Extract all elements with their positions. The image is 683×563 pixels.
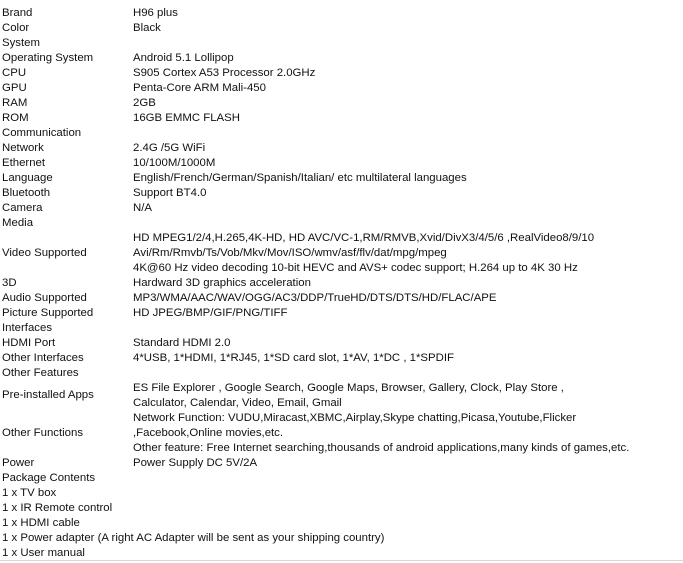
spec-value-line: Calculator, Calendar, Video, Email, Gmail [133,397,342,409]
spec-label: CPU [2,67,27,79]
package-item: 1 x IR Remote control [2,502,113,514]
package-item: 1 x HDMI cable [2,517,80,529]
package-item: 1 x Power adapter (A right AC Adapter will be sent as your shipping country) [2,532,385,544]
spec-label: Bluetooth [2,187,51,199]
bottom-divider [0,560,683,561]
spec-label: Camera [2,202,43,214]
spec-value: English/French/German/Spanish/Italian/ etc multilateral languages [133,172,467,184]
spec-row-audio [0,291,683,306]
spec-label: Picture Supported [2,307,94,319]
spec-label: Network [2,142,44,154]
spec-label: Language [2,172,53,184]
spec-value-line: Network Function: VUDU,Miracast,XBMC,Airplay,Skype chatting,Picasa,Youtube,Flicker [133,412,577,424]
spec-value-line: ES File Explorer , Google Search, Google Maps, Browser, Gallery, Clock, Play Store , [133,382,564,394]
spec-label: HDMI Port [2,337,56,349]
package-item: 1 x User manual [2,547,85,559]
spec-label: Power [2,457,35,469]
section-label: Other Features [2,367,79,379]
spec-label: RAM [2,97,28,109]
spec-value: Standard HDMI 2.0 [133,337,231,349]
section-heading-media [0,216,683,231]
spec-row-power [0,456,683,471]
spec-value-line: ,Facebook,Online movies,etc. [133,427,284,439]
spec-label: Pre-installed Apps [2,389,94,401]
spec-value-line: 4K@60 Hz video decoding 10-bit HEVC and AVS+ codec support; H.264 up to 4K 30 Hz [133,262,578,274]
spec-value: 16GB EMMC FLASH [133,112,240,124]
spec-row-brand [0,6,683,21]
spec-row-os [0,51,683,66]
spec-value: 10/100M/1000M [133,157,216,169]
section-label: Interfaces [2,322,53,334]
section-heading-communication [0,126,683,141]
spec-row-cpu [0,66,683,81]
spec-label: Operating System [2,52,94,64]
spec-row-picture [0,306,683,321]
spec-row-bluetooth [0,186,683,201]
section-heading-interfaces [0,321,683,336]
spec-row-gpu [0,81,683,96]
spec-value: 2.4G /5G WiFi [133,142,206,154]
spec-value: Android 5.1 Lollipop [133,52,234,64]
spec-label: Color [2,22,30,34]
spec-value-line: Avi/Rm/Rmvb/Ts/Vob/Mkv/Mov/ISO/wmv/asf/flv/dat/mpg/mpeg [133,247,447,259]
spec-row-apps [0,381,683,411]
spec-value: 4*USB, 1*HDMI, 1*RJ45, 1*SD card slot, 1*AV, 1*DC , 1*SPDIF [133,352,454,364]
spec-row-other-functions [0,411,683,456]
spec-label: ROM [2,112,29,124]
spec-row-video [0,231,683,276]
spec-value: S905 Cortex A53 Processor 2.0GHz [133,67,316,79]
spec-value-line: Other feature: Free Internet searching,thousands of android applications,many kinds of games,etc. [133,442,630,454]
spec-label: Brand [2,7,33,19]
spec-value: H96 plus [133,7,178,19]
spec-row-network [0,141,683,156]
spec-label: Ethernet [2,157,46,169]
package-item: 1 x TV box [2,487,57,499]
spec-value-line: HD MPEG1/2/4,H.265,4K-HD, HD AVC/VC-1,RM/RMVB,Xvid/DivX3/4/5/6 ,RealVideo8/9/10 [133,232,595,244]
spec-value: N/A [133,202,152,214]
spec-label: Audio Supported [2,292,87,304]
spec-label: GPU [2,82,27,94]
spec-row-language [0,171,683,186]
spec-row-ram [0,96,683,111]
spec-row-other-interfaces [0,351,683,366]
section-label: Communication [2,127,82,139]
spec-value: MP3/WMA/AAC/WAV/OGG/AC3/DDP/TrueHD/DTS/DTS/HD/FLAC/APE [133,292,497,304]
section-heading-system [0,36,683,51]
spec-value: Support BT4.0 [133,187,207,199]
spec-row-ethernet [0,156,683,171]
spec-value: Power Supply DC 5V/2A [133,457,258,469]
section-label: System [2,37,40,49]
spec-row-camera [0,201,683,216]
spec-row-hdmi [0,336,683,351]
package-heading: Package Contents [2,472,96,484]
spec-value: 2GB [133,97,156,109]
spec-row-rom [0,111,683,126]
spec-label: 3D [2,277,17,289]
spec-row-color [0,21,683,36]
spec-label: Other Functions [2,427,84,439]
spec-label: Video Supported [2,247,87,259]
spec-value: Hardward 3D graphics acceleration [133,277,311,289]
section-heading-other-features [0,366,683,381]
spec-label: Other Interfaces [2,352,84,364]
spec-value: HD JPEG/BMP/GIF/PNG/TIFF [133,307,288,319]
spec-value: Black [133,22,161,34]
spec-value: Penta-Core ARM Mali-450 [133,82,266,94]
section-label: Media [2,217,34,229]
spec-row-3d [0,276,683,291]
